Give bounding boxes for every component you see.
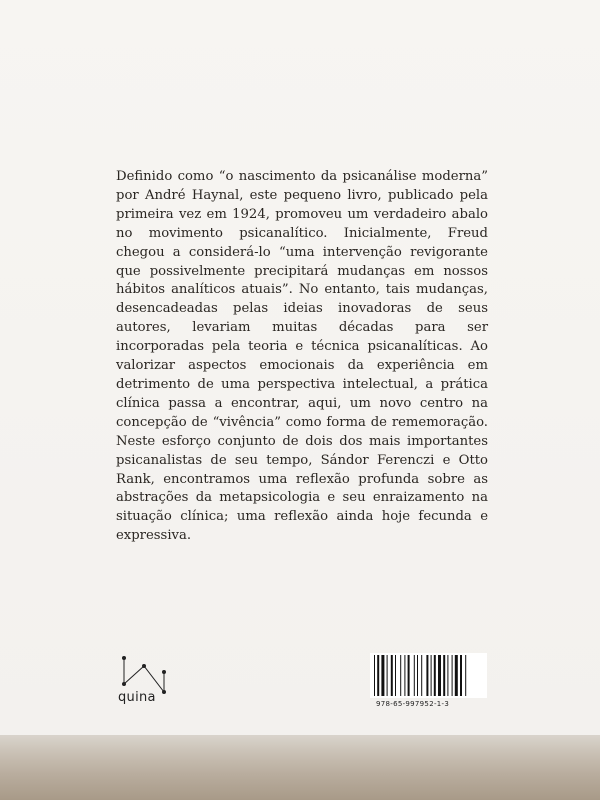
barcode-bar	[400, 655, 401, 696]
barcode-bar	[417, 655, 418, 696]
barcode-bar	[387, 655, 388, 696]
barcode-bar	[460, 655, 462, 696]
barcode-bar	[447, 655, 448, 696]
barcode-bar	[414, 655, 415, 696]
barcode-bar	[404, 655, 405, 696]
barcode-bar	[395, 655, 396, 696]
barcode-icon	[370, 653, 487, 698]
isbn-number: 978-65-997952-1-3	[376, 700, 450, 708]
barcode-bar	[455, 655, 458, 696]
barcode-bar	[408, 655, 410, 696]
barcode-bar	[381, 655, 384, 696]
barcode-bar	[421, 655, 422, 696]
barcode-bar	[426, 655, 428, 696]
barcode-bar	[452, 655, 453, 696]
barcode-bar	[391, 655, 393, 696]
barcode-bar	[377, 655, 379, 696]
publisher-name: quina	[118, 690, 156, 705]
back-cover-blurb: Definido como “o nascimento da psicanálise moderna” por André Haynal, este pequeno livro, publicado pela primeira vez em 1924, promoveu um verdadeiro abalo no movimento psicanalítico. Inicialmente, Freud chegou a considerá-lo “uma intervenção revigorante que possivelmente precipitará mudanças em nossos hábitos analíticos atuais”. No entanto, tais mudanças, desencadeadas pelas ideias inovadoras de seus autores, levariam muitas décadas para ser incorporadas pela teoria e técnica psicanalíticas. Ao valorizar aspectos emocionais da experiência em detrimento de uma perspectiva intelectual, a prática clínica passa a encontrar, aqui, um novo centro na concepção de “vivência” como forma de rememoração. Neste esforço conjunto de dois dos mais importantes psicanalistas de seu tempo, Sándor Ferenczi e Otto Rank, encontramos uma reflexão profunda sobre as abstrações da metapsicologia e seu enraizamento na situação clínica; uma reflexão ainda hoje fecunda e expressiva.	[116, 169, 488, 544]
barcode-bar	[443, 655, 445, 696]
barcode-bar	[465, 655, 466, 696]
barcode-bar	[374, 655, 375, 696]
barcode-bar	[438, 655, 441, 696]
barcode-bar	[434, 655, 436, 696]
barcode-bar	[431, 655, 432, 696]
table-surface	[0, 735, 600, 800]
